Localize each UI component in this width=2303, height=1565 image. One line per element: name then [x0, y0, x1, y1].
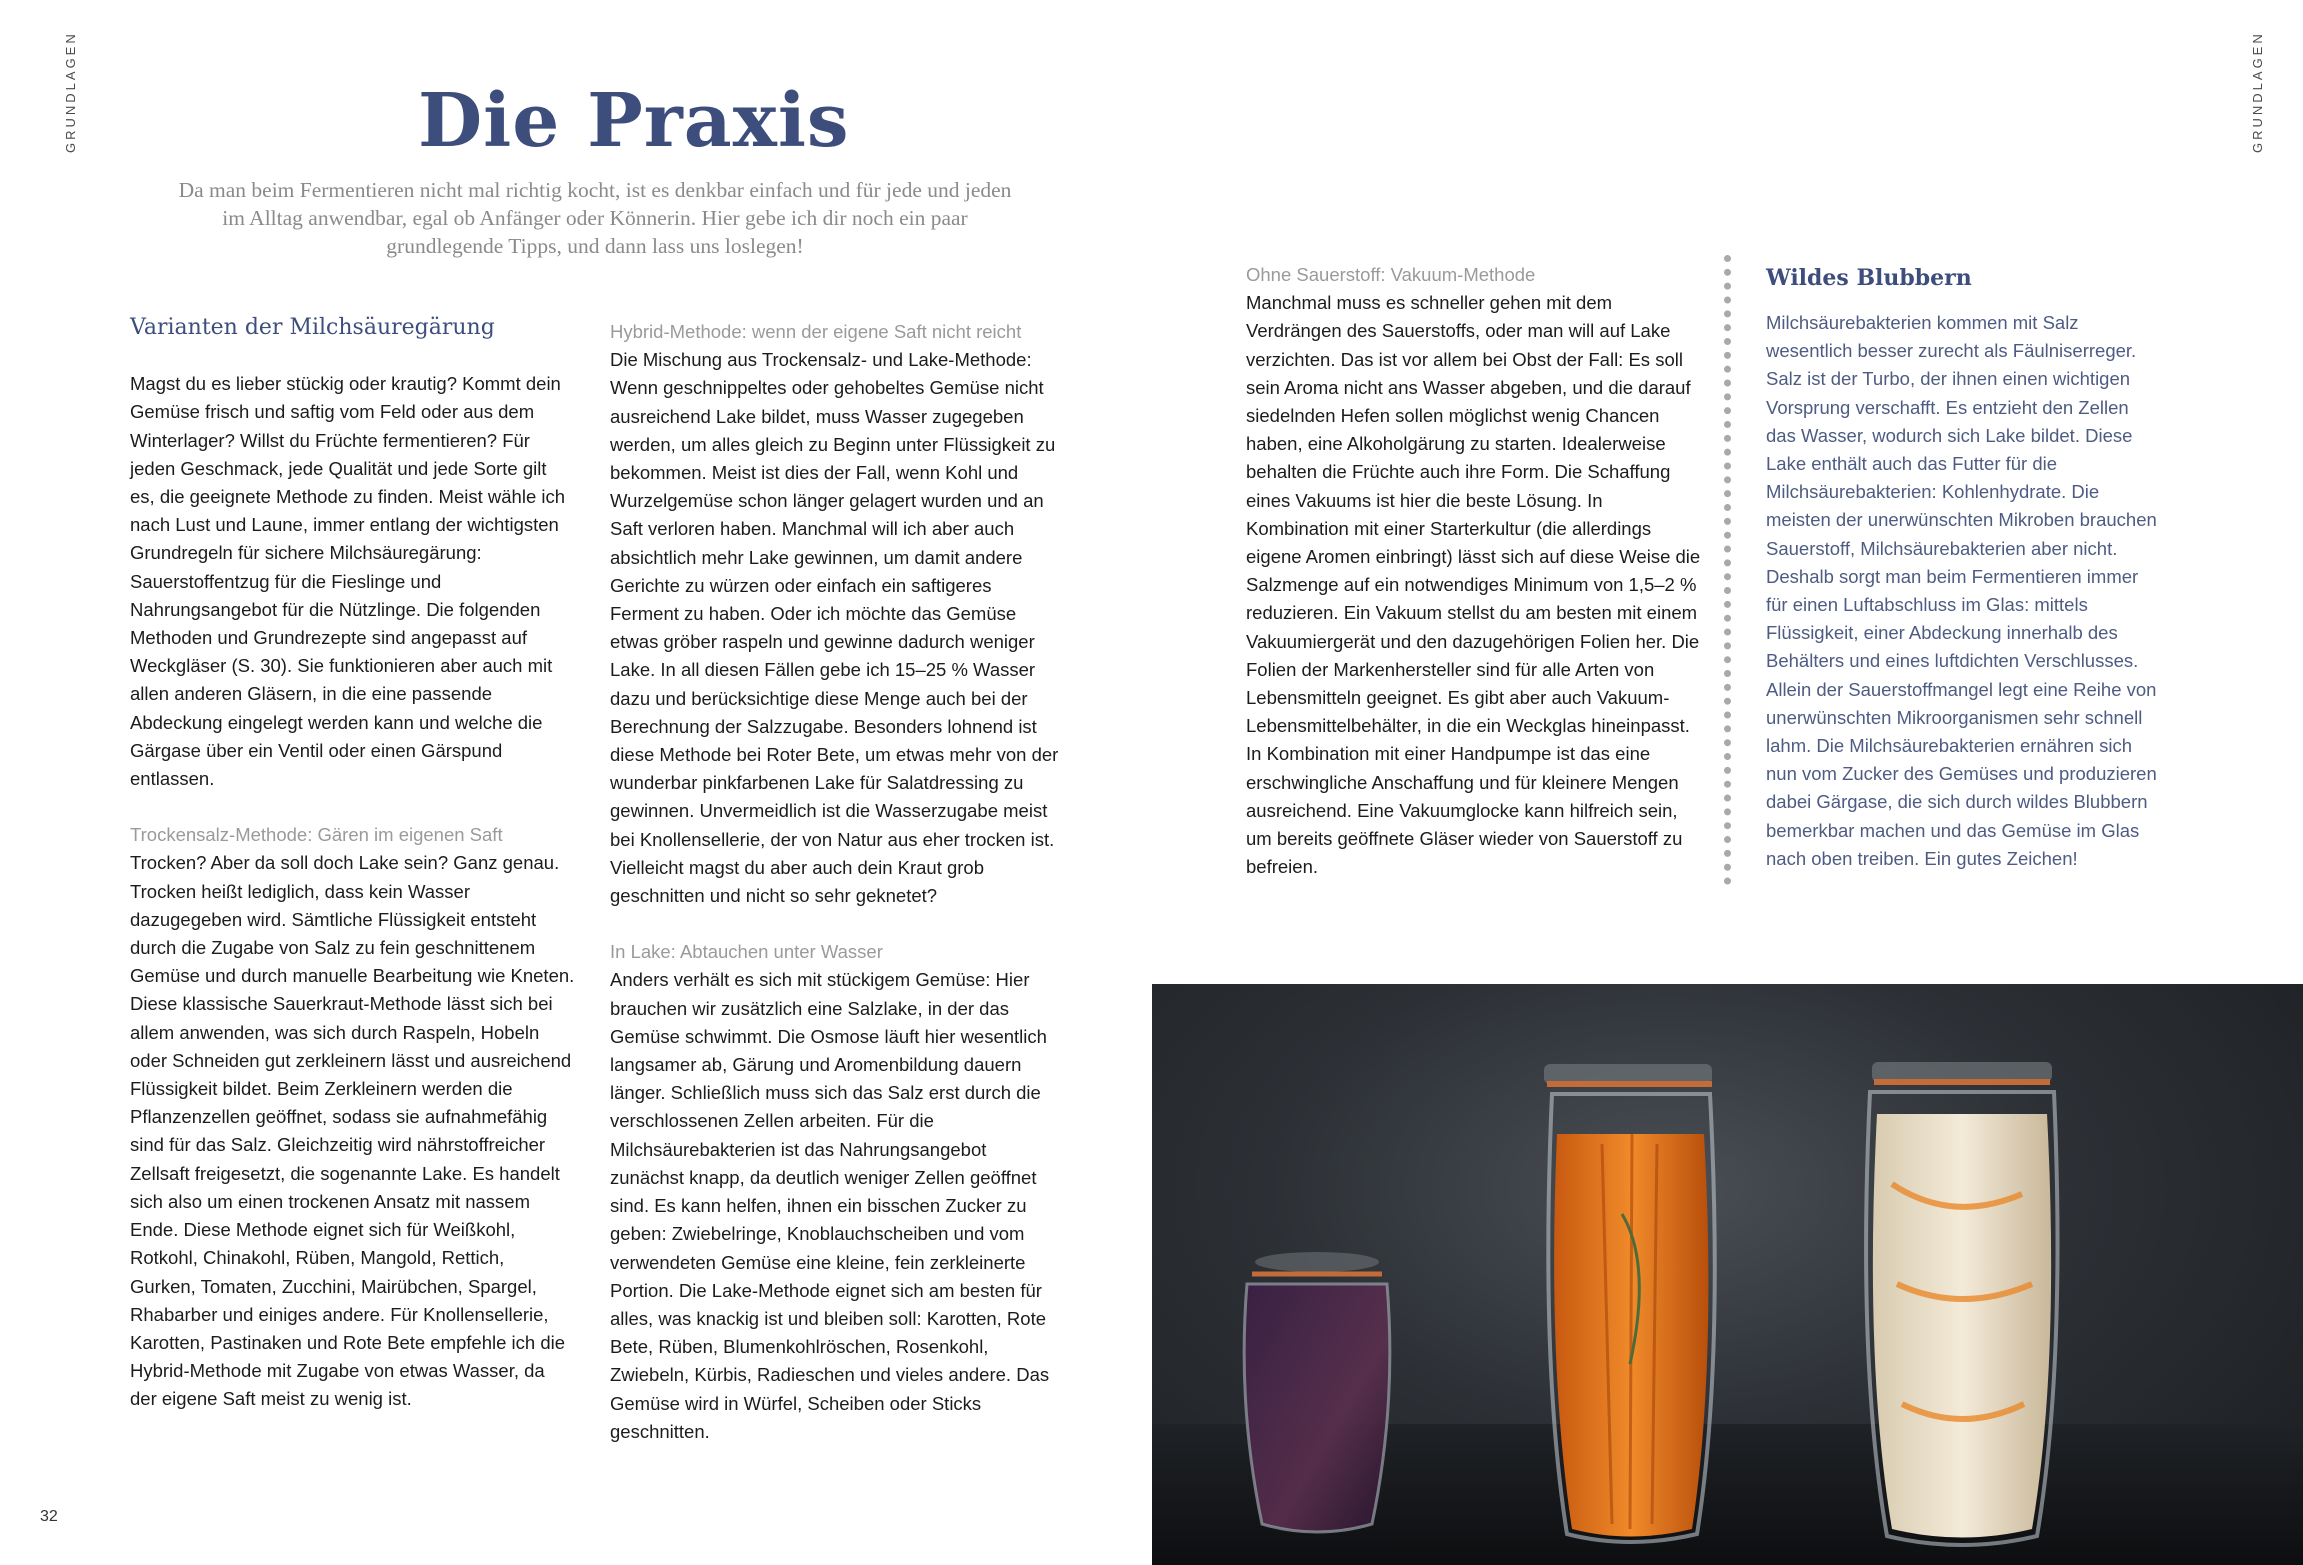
info-box — [1724, 255, 2157, 885]
body-paragraph-hybrid: Die Mischung aus Trockensalz- und Lake-Methode: Wenn geschnippeltes oder gehobeltes Gemüse nicht ausreichend Lake bildet, muss Wasser zugegeben werden, um alles gleich zu Beginn unter Flüssigkeit zu bekommen. Meist ist dies der Fall, wenn Kohl und Wurzelgemüse schon länger gelagert wurden und an Saft verloren haben. Manchmal will ich aber auch absichtlich mehr Lake gewinnen, um damit andere Gerichte zu würzen oder einfach ein saftigeres Ferment zu haben. Oder ich möchte das Gemüse etwas gröber raspeln und gewinne dadurch weniger Lake. In all diesen Fällen gebe ich 15–25 % Wasser dazu und berücksichtige diese Menge auch bei der Berechnung der Salzzugabe. Besonders lohnend ist diese Methode bei Roter Bete, um etwas mehr von der wunderbar pinkfarbenen Lake für Salatdressing zu gewinnen. Unvermeidlich ist die Wasserzugabe meist bei Knollensellerie, der von Natur aus eher trocken ist. Vielleicht magst du aber auch dein Kraut grob geschnitten und nicht so sehr geknetet? — [610, 349, 1059, 907]
jars-illustration — [1152, 984, 2303, 1565]
body-paragraph-lake: Anders verhält es sich mit stückigem Gemüse: Hier brauchen wir zusätzlich eine Salzlake, in der das Gemüse schwimmt. Die Osmose läuft hier wesentlich langsamer ab, Gärung und Aromenbildung dauern länger. Schließlich muss sich das Salz erst durch die verschlossenen Zellen arbeiten. Für die Milchsäurebakterien ist das Nahrungsangebot zunächst knapp, da deutlich weniger Zellen geöffnet sind. Es kann helfen, ihnen ein bisschen Zucker zu geben: Zwiebelringe, Knoblauchscheiben und vom verwendeten Gemüse eine kleine, fein zerkleinerte Portion. Die Lake-Methode eignet sich am besten für alles, was knackig ist und bleiben soll: Karotten, Rote Bete, Rüben, Blumenkohlröschen, Rosenkohl, Zwiebeln, Kürbis, Radieschen und vieles andere. Das Gemüse wird in Würfel, Scheiben oder Sticks geschnitten. — [610, 969, 1050, 1442]
info-box-body: Milchsäurebakterien kommen mit Salz wesentlich besser zurecht als Fäulniserreger. Salz ist der Turbo, der ihnen einen wichtigen Vorsprung verschafft. Es entzieht den Zellen das Wasser, wodurch sich Lake bildet. Diese Lake enthält auch das Futter für die Milchsäurebakterien: Kohlenhydrate. Die meisten der unerwünschten Mikroben brauchen Sauerstoff, Milchsäurebakterien aber nicht. Deshalb sorgt man beim Fermentieren immer für einen Luftabschluss im Glas: mittels Flüssigkeit, einer Abdeckung innerhalb des Behälters und eines luftdichten Verschlusses. Allein der Sauerstoffmangel legt eine Reihe von unerwünschten Mikroorganismen sehr schnell lahm. Die Milchsäurebakterien ernähren sich nun vom Zucker des Gemüses und produzieren dabei Gärgase, die sich durch wildes Blubbern bemerkbar machen und das Gemüse im Glas nach oben treiben. Ein gutes Zeichen! — [1766, 312, 2157, 869]
subheading-lake: In Lake: Abtauchen unter Wasser — [610, 941, 883, 963]
body-paragraph-trockensalz: Trocken? Aber da soll doch Lake sein? Ganz genau. Trocken heißt lediglich, dass kein Wasser dazugegeben wird. Sämtliche Flüssigkeit entsteht durch die Zugabe von Salz zu fein geschnittenem Gemüse und durch manuelle Bearbeitung wie Kneten. Diese klassische Sauerkraut-Methode lässt sich bei allem anwenden, was sich durch Raspeln, Hobeln oder Schneiden gut zerkleinern lässt und ausreichend Flüssigkeit bildet. Beim Zerkleinern werden die Pflanzenzellen geöffnet, sodass sie aufnahmefähig sind für das Salz. Gleichzeitig wird nährstoffreicher Zellsaft freigesetzt, die sogenannte Lake. Es handelt sich also um einen trockenen Ansatz mit nassem Ende. Diese Methode eignet sich für Weißkohl, Rotkohl, Chinakohl, Rüben, Mangold, Rettich, Gurken, Tomaten, Zucchini, Mairübchen, Spargel, Rhabarber und einiges andere. Für Knollensellerie, Karotten, Pastinaken und Rote Bete empfehle ich die Hybrid-Methode mit Zugabe von etwas Wasser, da der eigene Saft meist zu wenig ist. — [130, 852, 575, 1410]
subheading-hybrid: Hybrid-Methode: wenn der eigene Saft nicht reicht — [610, 321, 1022, 342]
page-title: Die Praxis — [418, 78, 850, 164]
section-label-right: GRUNDLAGEN — [2250, 31, 2265, 153]
page-number: 32 — [40, 1508, 58, 1525]
section-label-left: GRUNDLAGEN — [63, 31, 78, 153]
jar-red-cabbage — [1244, 1252, 1390, 1532]
column-1 — [130, 314, 575, 1414]
info-box-heading: Wildes Blubbern — [1766, 265, 1972, 291]
column-3 — [1246, 261, 1706, 881]
section-heading: Varianten der Milchsäuregärung — [130, 315, 495, 340]
subheading-trockensalz: Trockensalz-Methode: Gären im eigenen Saft — [130, 824, 503, 846]
photo-fermentation-jars — [1152, 984, 2303, 1565]
intro-paragraph: Magst du es lieber stückig oder krautig? Kommt dein Gemüse frisch und saftig vom Feld oder aus dem Winterlager? Willst du Früchte fermentieren? Für jeden Geschmack, jede Qualität und jede Sorte gilt es, die geeignete Methode zu finden. Meist wähle ich nach Lust und Laune, immer entlang der wichtigsten Grundregeln für sichere Milchsäuregärung: Sauerstoffentzug für die Fieslinge und Nahrungsangebot für die Nützlinge. Die folgenden Methoden und Grundrezepte sind angepasst auf Weckgläser (S. 30). Sie funktionieren aber auch mit allen anderen Gläsern, in die eine passende Abdeckung eingelegt werden kann und welche die Gärgase über ein Ventil oder einen Gärspund entlassen. — [130, 373, 566, 790]
lead-paragraph: Da man beim Fermentieren nicht mal richtig kocht, ist es denkbar einfach und für jede und jeden im Alltag anwendbar, egal ob Anfänger oder Könnerin. Hier gebe ich dir noch ein paar grundlegende Tipps, und dann lass uns loslegen! — [178, 178, 1012, 258]
subheading-vakuum: Ohne Sauerstoff: Vakuum-Methode — [1246, 264, 1536, 285]
jar-sauerkraut — [1866, 1062, 2057, 1545]
body-paragraph-vakuum: Manchmal muss es schneller gehen mit dem Verdrängen des Sauerstoffs, oder man will auf Lake verzichten. Das ist vor allem bei Obst der Fall: Es soll sein Aroma nicht ans Wasser abgeben, und die darauf siedelnden Hefen sollen möglichst wenig Chancen haben, eine Alkoholgärung zu starten. Idealerweise behalten die Früchte auch ihre Form. Die Schaffung eines Vakuums ist hier die beste Lösung. In Kombination mit einer Starterkultur (die allerdings eigene Aromen einbringt) lässt sich auf diese Weise die Salzmenge auf ein notwendiges Minimum von 1,5–2 % reduzieren. Ein Vakuum stellst du am besten mit einem Vakuumiergerät und den dazugehörigen Folien her. Die Folien der Markenhersteller sind für alle Arten von Lebensmitteln geeignet. Es gibt aber auch Vakuum-Lebensmittelbehälter, in die ein Weckglas hineinpasst. In Kombination mit einer Handpumpe ist das eine erschwingliche Anschaffung und für kleinere Mengen ausreichend. Eine Vakuumglocke kann hilfreich sein, um bereits geöffnete Gläser wieder von Sauerstoff zu befreien. — [1246, 292, 1701, 878]
column-2 — [610, 318, 1060, 1446]
jar-carrots — [1544, 1064, 1715, 1542]
